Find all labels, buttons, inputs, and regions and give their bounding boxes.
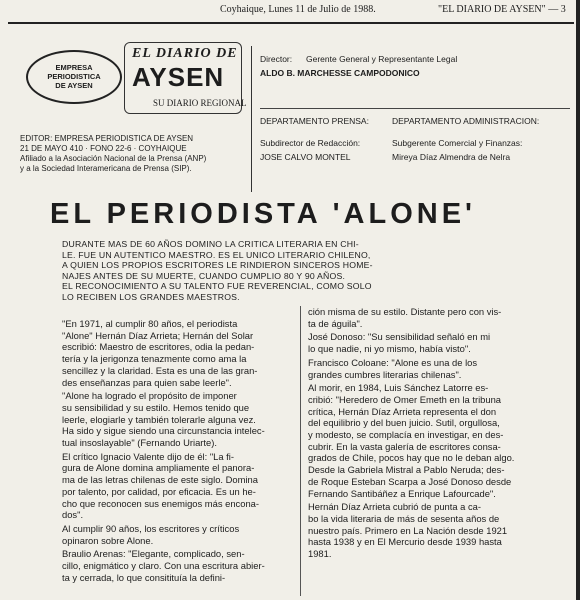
paragraph: Francisco Coloane: "Alone es una de los grandes cumbres literarias chilenas". [308, 356, 478, 380]
brand-title-main: AYSEN [132, 62, 225, 92]
article-lede: DURANTE MAS DE 60 AÑOS DOMINO LA CRITICA LITERARIA EN CHI- LE. FUE UN AUTENTICO MAESTRO. ES EL UNICO LITERARIO CHILENO, A QUIEN LOS PROPIOS ESCRITORES LE RINDIERON SINCEROS HOME- NAJES ANTES DE SU MUERTE, CUANDO CUMPLIO 80 Y 90 AÑOS. EL RECONOCIMIENTO A SU TALENTO FUE REVERENCIAL, COMO SOLO LO RECIBEN LOS GRANDES MAESTROS. [62, 239, 373, 302]
article-headline: EL PERIODISTA 'ALONE' [50, 198, 476, 230]
admin-name: Mireya Díaz Almendra de Nelra [392, 152, 511, 162]
column-divider [300, 306, 301, 596]
paragraph: Al cumplir 90 años, los escritores y críticos opinaron sobre Alone. [62, 522, 240, 546]
director-label: Director: [260, 54, 293, 64]
director-name: ALDO B. MARCHESSE CAMPODONICO [260, 68, 420, 78]
paragraph: Al morir, en 1984, Luis Sánchez Latorre es- cribió: "Heredero de Omer Emeth en la tribuna crítica, Hernán Díaz Arrieta representa el don del equilibrio y del buen juicio. Sutil, orgullosa, y modesto, se complacía en investigar, en des- cubrir. En la vasta galería de escritores consa- grados de Chile, pocos hay que no le deban algo. Desde la Gabriela Mistral a Pablo Neruda; des- de Roque Esteban Scarpa a José Donoso desde Fernando Santibáñez a Enrique Lafourcade". [308, 382, 515, 499]
brand-title-top: EL DIARIO DE [132, 46, 238, 61]
publisher-info: EDITOR: EMPRESA PERIODISTICA DE AYSEN 21 DE MAYO 410 · FONO 22-6 · COYHAIQUE Afiliado a la Asociación Nacional de la Prensa (ANP) y a la Sociedad Interamericana de Prensa (SIP). [20, 134, 207, 173]
brand-subtitle: SU DIARIO REGIONAL [153, 98, 247, 108]
director-role: Gerente General y Representante Legal [306, 54, 458, 64]
paragraph: Braulio Arenas: "Elegante, complicado, sen- cillo, enigmático y claro. Con una escritura abier- ta y cerrada, lo que consitituía la defini- [62, 548, 265, 583]
scan-edge [576, 0, 580, 600]
article-column-1 [62, 318, 292, 583]
press-role: Subdirector de Redacción: [260, 138, 361, 148]
paragraph: El crítico Ignacio Valente dijo de él: "La fi- gura de Alone domina ampliamente el panora- ma de las letras chilenas de este siglo. Domina por talento, por calidad, por eficacia. Es un he- cho que reconocen sus enemigos más encona- dos". [62, 450, 259, 521]
page-header-line [0, 0, 580, 18]
paragraph: José Donoso: "Su sensibilidad señaló en mi lo que nadie, ni yo mismo, había visto". [308, 331, 491, 355]
paper-page-label: "EL DIARIO DE AYSEN" — 3 [438, 4, 566, 15]
paragraph: "Alone ha logrado el propósito de imponer su sensibilidad y su estilo. Hemos tenido que leerle, elogiarle y también tolerarle alguna vez. Ha sido y sigue siendo una circunstancia intelec- tual insoslayable" (Fernando Uriarte). [62, 390, 265, 449]
staff-separator [260, 108, 570, 109]
masthead [8, 22, 574, 174]
press-department: DEPARTAMENTO PRENSA: [260, 116, 369, 126]
admin-department: DEPARTAMENTO ADMINISTRACION: [392, 116, 540, 126]
press-name: JOSE CALVO MONTEL [260, 152, 351, 162]
paragraph: Hernán Díaz Arrieta cubrió de punta a ca- bo la vida literaria de más de sesenta años de nuestro país. Primero en La Nación desde 1921 hasta 1938 y en El Mercurio desde 1939 hasta 1981. [308, 501, 508, 560]
paragraph: "En 1971, al cumplir 80 años, el periodista "Alone" Hernán Díaz Arrieta; Hernán del Solar escribió: Maestro de escritores, odia la pedan- tería y la jerigonza tenazmente como ama la sencillez y la claridad. Esta es una de las gran- des enseñanzas para quien sabe leerle". [62, 318, 258, 388]
article-column-2 [308, 306, 544, 560]
dateline: Coyhaique, Lunes 11 de Julio de 1988. [220, 4, 376, 15]
paragraph: ción misma de su estilo. Distante pero con vis- ta de águila". [308, 306, 502, 329]
masthead-divider [251, 46, 252, 192]
admin-role: Subgerente Comercial y Finanzas: [392, 138, 523, 148]
publisher-logo: EMPRESA PERIODISTICA DE AYSEN [26, 50, 122, 104]
